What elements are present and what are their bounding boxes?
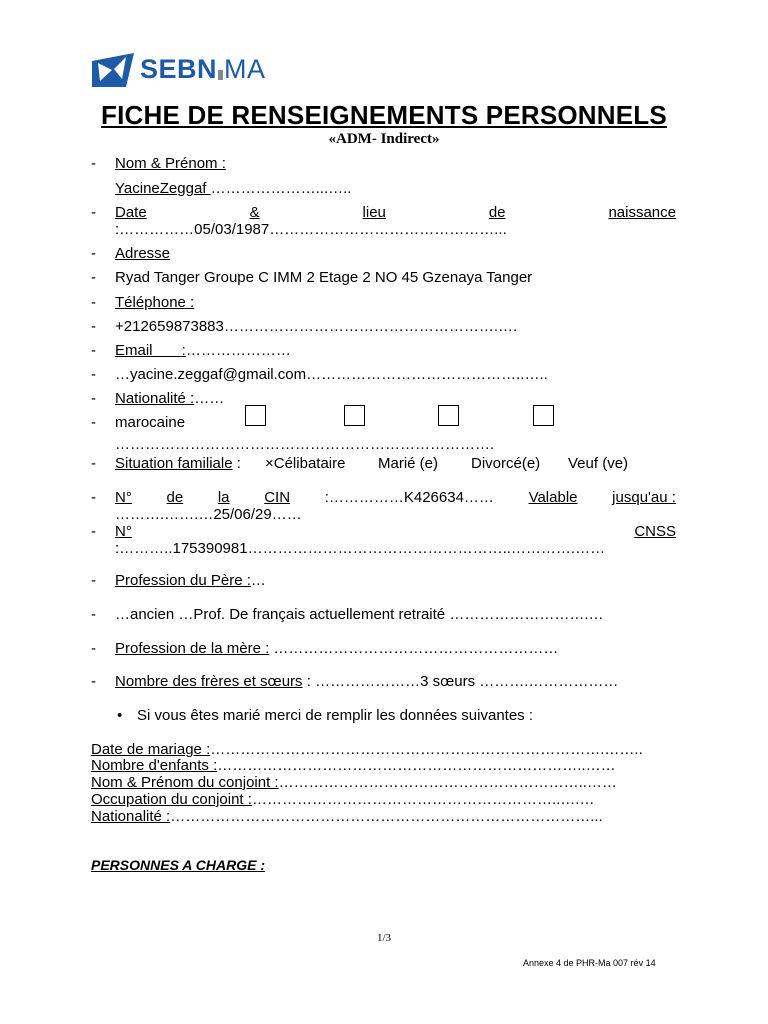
bullet-icon: • (117, 707, 123, 724)
nationalite-label-line (115, 390, 224, 408)
telephone-value[interactable]: +212659873883……………………………………………….…. (115, 318, 518, 335)
freres-soeurs-value: : …………………3 sœurs ……….……………… (302, 673, 619, 690)
list-dash: - (91, 606, 96, 623)
profession-pere-label: Profession du Père : (115, 572, 251, 589)
adresse-value[interactable]: Ryad Tanger Groupe C IMM 2 Etage 2 NO 45 Gzenaya Tanger (115, 269, 533, 286)
married-note: Si vous êtes marié merci de remplir les données suivantes : (137, 707, 534, 724)
list-dash: - (91, 269, 96, 286)
list-dash: - (91, 155, 96, 172)
conjoint-nationalite-line[interactable] (91, 808, 603, 826)
freres-soeurs-line[interactable] (115, 673, 618, 691)
list-dash: - (91, 390, 96, 407)
adresse-label: Adresse (115, 245, 171, 262)
situation-label: Situation familiale (115, 455, 233, 472)
situation-option-divorce[interactable]: Divorcé(e) (471, 455, 541, 472)
profession-mere-dots: ………………………………………………… (269, 640, 559, 657)
nom-dots: …………………...….. (210, 180, 352, 197)
situation-label-line (115, 455, 241, 473)
footer-reference: Annexe 4 de PHR-Ma 007 rév 14 (523, 958, 656, 968)
nationalite-value[interactable]: marocaine (115, 414, 186, 431)
list-dash: - (91, 318, 96, 335)
profession-pere-dots: … (250, 572, 266, 589)
situation-colon: : (232, 455, 241, 472)
situation-option-celibataire[interactable]: ×Célibataire (265, 455, 346, 472)
nationalite-dotline: …………………………………………………………………. (115, 436, 495, 453)
nombre-enfants-dots: ………………………………………………………………..…… (217, 757, 616, 774)
list-dash: - (91, 673, 96, 690)
cin-line[interactable] (115, 489, 676, 506)
telephone-label: Téléphone : (115, 294, 195, 311)
nom-value: YacineZeggaf (115, 180, 211, 197)
date-lieu-label (115, 204, 676, 221)
situation-option-marie[interactable]: Marié (e) (378, 455, 439, 472)
page-title: FICHE DE RENSEIGNEMENTS PERSONNELS (101, 100, 667, 130)
email-dots: ………………… (185, 342, 291, 359)
nationalite-label: Nationalité : (115, 390, 195, 407)
page-subtitle: «ADM- Indirect» (328, 131, 440, 147)
date-value[interactable]: :……………05/03/1987………………………………………... (115, 221, 507, 238)
checkbox[interactable] (245, 405, 266, 426)
list-dash: - (91, 489, 96, 506)
email-label-line (115, 342, 291, 360)
occupation-line[interactable] (91, 791, 594, 809)
logo-bar (218, 70, 223, 80)
email-value[interactable]: …yacine.zeggaf@gmail.com……………………………………..….. (115, 366, 548, 383)
situation-option-veuf[interactable]: Veuf (ve) (568, 455, 629, 472)
list-dash: - (91, 572, 96, 589)
date-word: Date (115, 204, 147, 221)
cin-value: :……………K426634…… (324, 489, 494, 506)
list-dash: - (91, 640, 96, 657)
date-word: de (488, 204, 506, 221)
logo-main: SEBN (140, 54, 218, 84)
cnss-label (115, 523, 676, 540)
checkbox[interactable] (344, 405, 365, 426)
list-dash: - (91, 523, 96, 540)
cin-word: jusqu'au : (612, 489, 676, 506)
cin-word: de (166, 489, 184, 506)
conjoint-nationalite-label: Nationalité : (91, 808, 171, 825)
occupation-label: Occupation du conjoint : (91, 791, 252, 808)
logo-text (140, 54, 266, 85)
list-dash: - (91, 294, 96, 311)
nombre-enfants-label: Nombre d'enfants : (91, 757, 218, 774)
cin-word: la (217, 489, 230, 506)
nombre-enfants-line[interactable] (91, 757, 616, 775)
list-dash: - (91, 245, 96, 262)
nom-line[interactable] (115, 180, 351, 198)
conjoint-label: Nom & Prénom du conjoint : (91, 774, 279, 791)
date-word: naissance (608, 204, 676, 221)
list-dash: - (91, 342, 96, 359)
list-dash: - (91, 204, 96, 221)
cin-word: Valable (528, 489, 578, 506)
date-mariage-dots: …………………………………………………………………….…….. (210, 741, 643, 758)
profession-mere-line[interactable] (115, 640, 558, 658)
date-mariage-label: Date de mariage : (91, 741, 211, 758)
cnss-value[interactable]: :………..175390981……………………………………………..………….…… (115, 540, 606, 557)
freres-soeurs-label: Nombre des frères et sœurs (115, 673, 303, 690)
profession-pere-value[interactable]: …ancien …Prof. De français actuellement retraité ……………………….… (115, 606, 604, 623)
checkbox[interactable] (438, 405, 459, 426)
nom-label: Nom & Prénom : (115, 155, 226, 172)
cin-word: CIN (264, 489, 291, 506)
checkbox[interactable] (533, 405, 554, 426)
profession-pere-label-line (115, 572, 266, 590)
conjoint-line[interactable] (91, 774, 617, 792)
list-dash: - (91, 414, 96, 431)
list-dash: - (91, 366, 96, 383)
email-label: Email : (115, 342, 186, 359)
date-word: lieu (362, 204, 386, 221)
date-word: & (249, 204, 260, 221)
personnes-a-charge-heading: PERSONNES A CHARGE : (91, 857, 265, 873)
cnss-word: N° (115, 523, 132, 540)
conjoint-nationalite-dots: …………………………………………………………………………... (170, 808, 603, 825)
logo-suffix: MA (224, 54, 266, 84)
cin-word: N° (115, 489, 132, 506)
list-dash: - (91, 455, 96, 472)
logo-icon (92, 53, 134, 87)
nationalite-dots: …… (194, 390, 225, 407)
profession-mere-label: Profession de la mère : (115, 640, 270, 657)
page-number: 1/3 (376, 932, 392, 944)
occupation-dots: ……………………………………………………..….… (251, 791, 595, 808)
cin-validity-value[interactable]: ……….…….…25/06/29…… (115, 506, 302, 523)
conjoint-dots: ……………………………………………………..…… (278, 774, 617, 791)
cnss-word: CNSS (634, 523, 676, 540)
